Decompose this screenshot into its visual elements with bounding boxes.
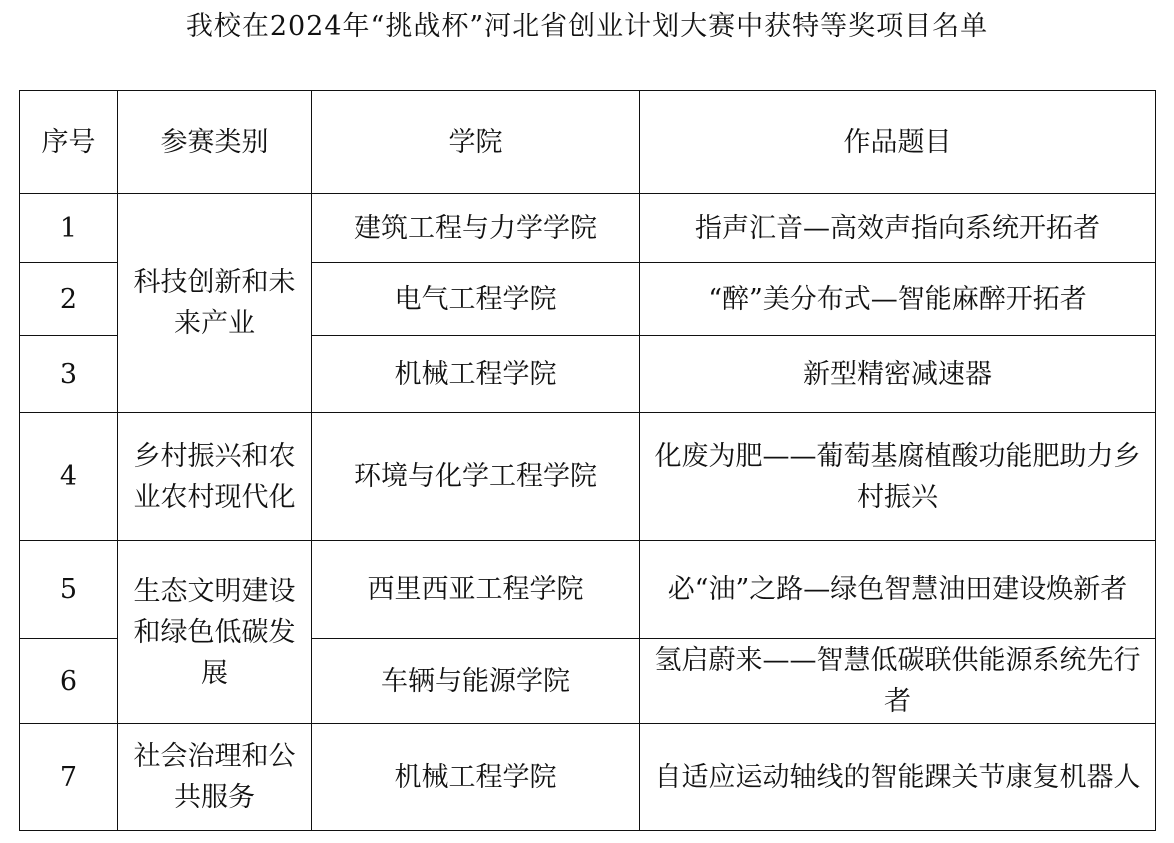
college-cell: 机械工程学院 [312,724,640,831]
table-row [20,194,1156,263]
award-table [19,90,1156,831]
category-cell: 社会治理和公共服务 [118,724,312,831]
table-row [20,541,1156,639]
project-cell: 化废为肥——葡萄基腐植酸功能肥助力乡村振兴 [640,413,1156,541]
project-cell: “醉”美分布式—智能麻醉开拓者 [640,263,1156,336]
project-cell: 自适应运动轴线的智能踝关节康复机器人 [640,724,1156,831]
row-index: 1 [20,194,118,263]
college-cell: 电气工程学院 [312,263,640,336]
project-cell: 新型精密减速器 [640,336,1156,413]
college-cell: 西里西亚工程学院 [312,541,640,639]
header-project: 作品题目 [640,91,1156,194]
table-row [20,413,1156,541]
table-header-row [20,91,1156,194]
category-cell: 乡村振兴和农业农村现代化 [118,413,312,541]
row-index: 4 [20,413,118,541]
college-cell: 建筑工程与力学学院 [312,194,640,263]
row-index: 3 [20,336,118,413]
category-cell: 生态文明建设和绿色低碳发展 [118,541,312,724]
category-cell: 科技创新和未来产业 [118,194,312,413]
project-cell: 氢启蔚来——智慧低碳联供能源系统先行者 [640,639,1156,724]
project-cell: 指声汇音—高效声指向系统开拓者 [640,194,1156,263]
header-index: 序号 [20,91,118,194]
project-cell: 必“油”之路—绿色智慧油田建设焕新者 [640,541,1156,639]
header-category: 参赛类别 [118,91,312,194]
row-index: 2 [20,263,118,336]
college-cell: 环境与化学工程学院 [312,413,640,541]
row-index: 7 [20,724,118,831]
college-cell: 车辆与能源学院 [312,639,640,724]
table-row [20,724,1156,831]
row-index: 6 [20,639,118,724]
college-cell: 机械工程学院 [312,336,640,413]
header-college: 学院 [312,91,640,194]
document-title: 我校在2024年“挑战杯”河北省创业计划大赛中获特等奖项目名单 [185,11,989,42]
row-index: 5 [20,541,118,639]
